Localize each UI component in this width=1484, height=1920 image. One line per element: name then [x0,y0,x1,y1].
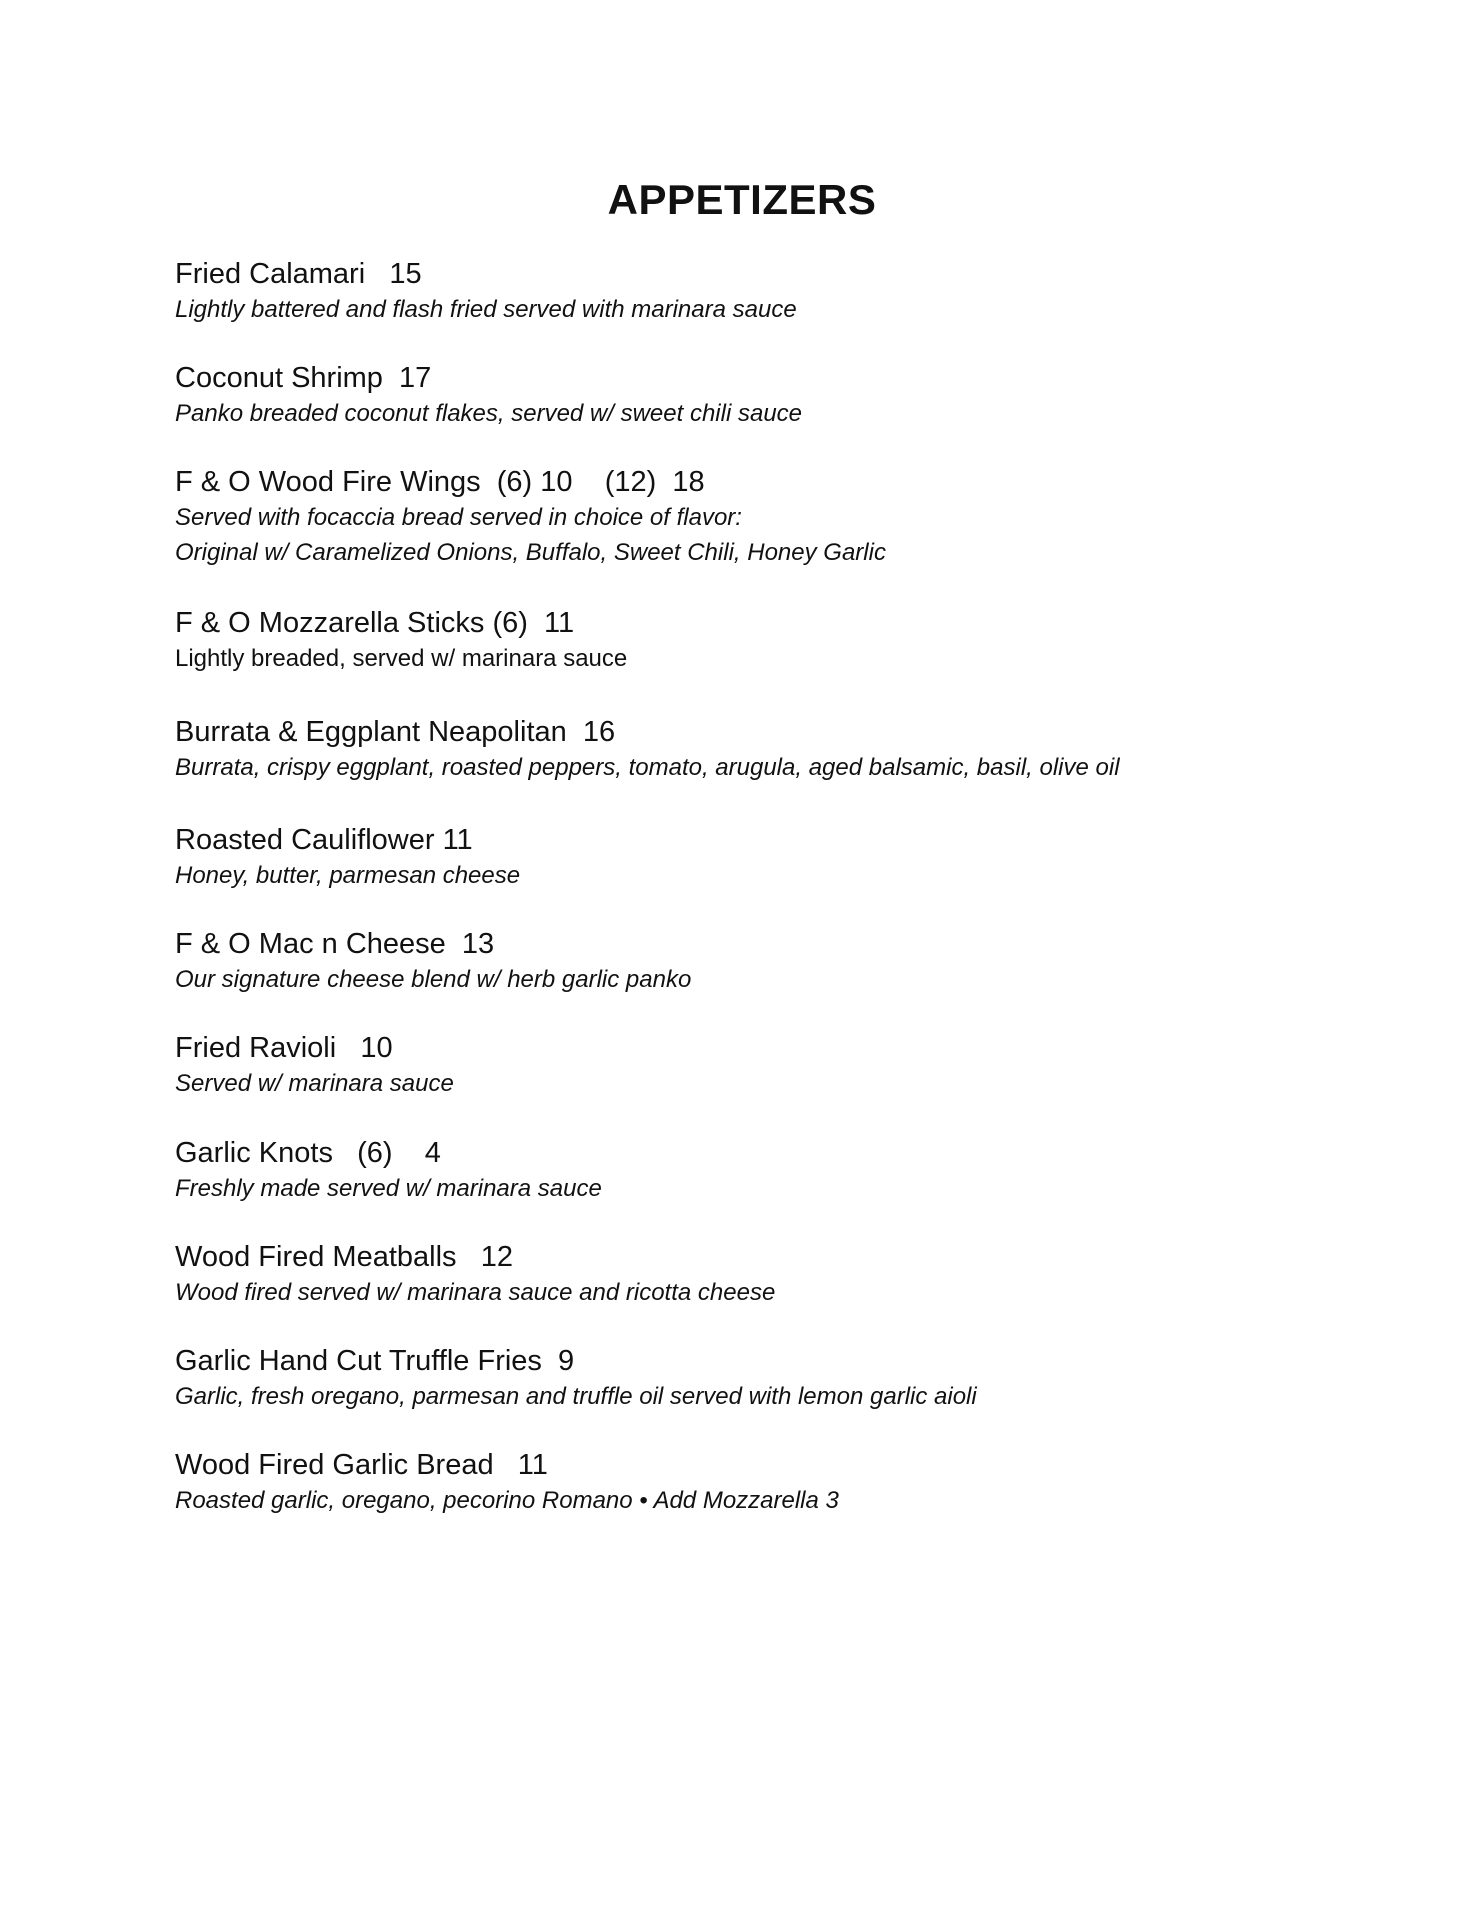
menu-item-description: Served with focaccia bread served in choice of flavor: [175,504,742,531]
menu-item-name: Garlic Hand Cut Truffle Fries 9 [175,1345,575,1377]
menu-item-description: Lightly breaded, served w/ marinara sauce [175,645,628,672]
menu-item-name: Wood Fired Garlic Bread 11 [175,1449,548,1481]
menu-item-burrata-eggplant [175,714,1375,785]
menu-item-description: Roasted garlic, oregano, pecorino Romano • Add Mozzarella 3 [175,1487,839,1514]
menu-item-mozzarella-sticks [175,605,1375,676]
menu-item-wood-fire-wings [175,464,1375,570]
menu-item-roasted-cauliflower [175,822,1375,893]
menu-item-name: Coconut Shrimp 17 [175,362,432,394]
menu-item-name: Roasted Cauliflower 11 [175,824,473,856]
menu-item-description: Freshly made served w/ marinara sauce [175,1175,602,1202]
menu-item-wood-fired-meatballs [175,1239,1375,1310]
menu-item-flavor-options: Original w/ Caramelized Onions, Buffalo, Sweet Chili, Honey Garlic [175,539,886,566]
menu-item-name: Garlic Knots (6) 4 [175,1137,441,1169]
menu-item-garlic-knots [175,1135,1375,1206]
menu-item-name: Fried Ravioli 10 [175,1032,393,1064]
menu-item-name: Burrata & Eggplant Neapolitan 16 [175,716,616,748]
menu-item-name: F & O Wood Fire Wings (6) 10 (12) 18 [175,466,705,498]
menu-item-description: Garlic, fresh oregano, parmesan and truffle oil served with lemon garlic aioli [175,1383,977,1410]
menu-item-mac-n-cheese [175,926,1375,997]
menu-title: APPETIZERS [607,176,877,223]
menu-item-name: Fried Calamari 15 [175,258,422,290]
menu-item-truffle-fries [175,1343,1375,1414]
menu-item-fried-ravioli [175,1030,1375,1101]
menu-item-description: Panko breaded coconut flakes, served w/ sweet chili sauce [175,400,803,427]
menu-item-description: Our signature cheese blend w/ herb garlic panko [175,966,692,993]
menu-item-garlic-bread [175,1447,1375,1518]
menu-item-coconut-shrimp [175,360,1375,431]
menu-item-name: Wood Fired Meatballs 12 [175,1241,513,1273]
menu-item-description: Lightly battered and flash fried served with marinara sauce [175,296,797,323]
menu-item-description: Served w/ marinara sauce [175,1070,454,1097]
menu-item-description: Wood fired served w/ marinara sauce and ricotta cheese [175,1279,776,1306]
menu-item-name: F & O Mac n Cheese 13 [175,928,495,960]
menu-item-fried-calamari [175,256,1375,327]
menu-item-description: Burrata, crispy eggplant, roasted peppers, tomato, arugula, aged balsamic, basil, olive oil [175,754,1120,781]
menu-item-description: Honey, butter, parmesan cheese [175,862,521,889]
menu-item-name: F & O Mozzarella Sticks (6) 11 [175,607,575,639]
